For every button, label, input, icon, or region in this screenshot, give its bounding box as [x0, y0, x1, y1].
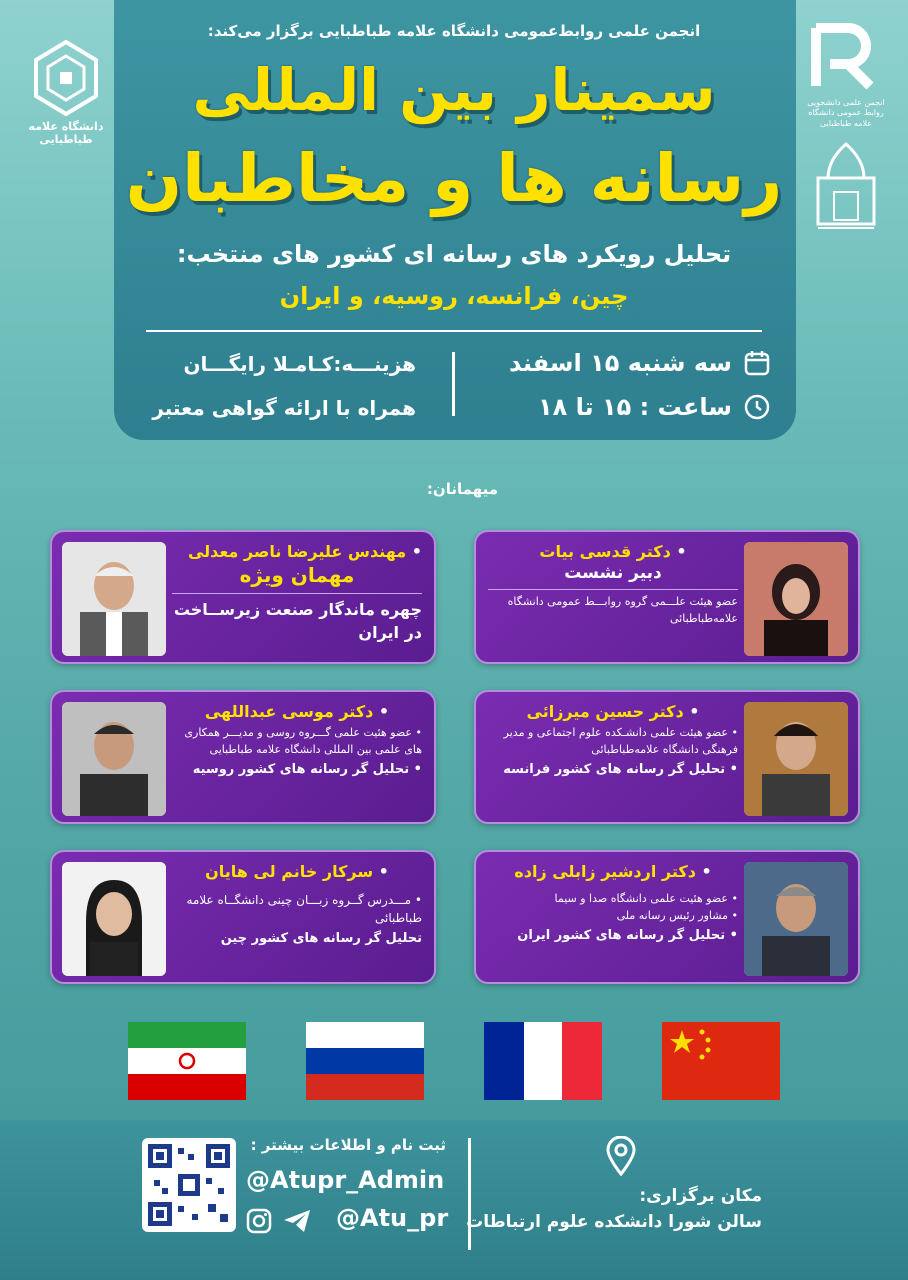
iran-flag-icon [128, 1022, 246, 1100]
guest-role: دبیر نشست [564, 563, 662, 583]
date-row [482, 348, 772, 378]
guest-card [474, 690, 860, 824]
date-text: سه شنبه ۱۵ اسفند [508, 349, 732, 377]
guest-name: • دکتر حسین میرزائی [488, 702, 738, 721]
guest-card [50, 530, 436, 664]
qr-code[interactable] [142, 1138, 236, 1232]
instagram-icon[interactable] [246, 1208, 272, 1234]
footer-panel [0, 1120, 908, 1280]
card-divider [172, 593, 422, 594]
russia-flag-icon [306, 1022, 424, 1100]
title-line-1: سمینار بین المللی [192, 56, 716, 124]
guest-detail: چهره ماندگار صنعت زیرســاخت در ایران [173, 600, 422, 643]
registration-label: ثبت نام و اطلاعات بیشتر : [250, 1136, 446, 1154]
guest-name: • دکتر قدسی بیات [488, 542, 738, 561]
guest-detail: • مشاور رئیس رسانه ملی [488, 908, 738, 925]
header-divider [146, 330, 762, 332]
guest-card [50, 850, 436, 984]
organizer-text: انجمن علمی روابط‌عمومی دانشگاه علامه طباطبایی برگزار می‌کند: [207, 22, 701, 40]
calendar-icon [742, 348, 772, 378]
university-logo-caption: دانشگاه علامه طباطبایی [28, 120, 104, 146]
guest-specialty: • تحلیل گر رسانه های کشور ایران [488, 927, 738, 946]
guest-photo [744, 542, 848, 656]
telegram-icon[interactable] [282, 1208, 312, 1234]
guest-specialty: • تحلیل گر رسانه های کشور فرانسه [488, 761, 738, 780]
title-line-2: رسانه ها و مخاطبان [125, 140, 783, 217]
guest-photo [62, 862, 166, 976]
location-label: مکان برگزاری: [639, 1186, 762, 1206]
location-pin-icon [604, 1136, 638, 1176]
time-text: ساعت : ۱۵ تا ۱۸ [537, 393, 732, 421]
guest-photo [62, 542, 166, 656]
guest-photo [744, 702, 848, 816]
subtitle: تحلیل رویکرد های رسانه ای کشور های منتخب: [176, 240, 732, 268]
countries-list: چین، فرانسه، روسیه، و ایران [279, 282, 629, 310]
guest-detail: • عضو هئیت علمی دانشگاه صدا و سیما [488, 891, 738, 908]
guest-detail: • مـــدرس گــروه زبـــان چینی دانشگــاه علامه طباطبائی [172, 891, 422, 927]
time-row [482, 392, 772, 422]
admin-handle[interactable]: @Atupr_Admin [246, 1166, 445, 1194]
clock-icon [742, 392, 772, 422]
guest-specialty: تحلیل گر رسانه های کشور چین [220, 931, 422, 946]
guest-detail: • عضو هیئت علمی دانشـکده علوم اجتماعی و مدیر فرهنگی دانشگاه علامه‌طباطبائی [488, 725, 738, 758]
guest-name: • دکتر موسی عبداللهی [172, 702, 422, 721]
footer-divider [468, 1138, 471, 1250]
guest-card [474, 850, 860, 984]
guest-card [50, 690, 436, 824]
guest-role: مهمان ویژه [239, 563, 355, 587]
guest-photo [62, 702, 166, 816]
association-logo-caption: انجمن علمی دانشجویی روابط عمومی دانشگاه علامه طباطبایی [807, 98, 885, 128]
france-flag-icon [484, 1022, 602, 1100]
guest-name: • سرکار خانم لی هایان [172, 862, 422, 881]
card-divider [488, 589, 738, 590]
guest-name: • دکتر اردشیر زابلی زاده [488, 862, 738, 881]
certificate-text: همراه با ارائه گواهی معتبر [152, 396, 416, 420]
guest-specialty: • تحلیل گر رسانه های کشور روسیه [172, 761, 422, 780]
guest-detail: • عضو هئیت علمی گـــروه روسی و مدیـــر همکاری های علمی بین المللی دانشگاه علامه طباطبایی [172, 725, 422, 758]
guests-label: میهمانان: [426, 480, 498, 498]
guest-photo [744, 862, 848, 976]
info-divider [452, 352, 455, 416]
cost-text: هزینـــه:کـامـلا رایگـــان [183, 352, 416, 376]
guest-name: • مهندس علیرضا ناصر معدلی [172, 542, 422, 561]
location-value: سالن شورا دانشکده علوم ارتباطات [466, 1212, 762, 1232]
guest-card [474, 530, 860, 664]
guest-detail: عضو هیئت علـــمی گروه روابـــط عمومی دانشگاه علامه‌طباطبائی [507, 595, 738, 625]
china-flag-icon [662, 1022, 780, 1100]
channel-handle[interactable]: @Atu_pr [336, 1204, 449, 1232]
